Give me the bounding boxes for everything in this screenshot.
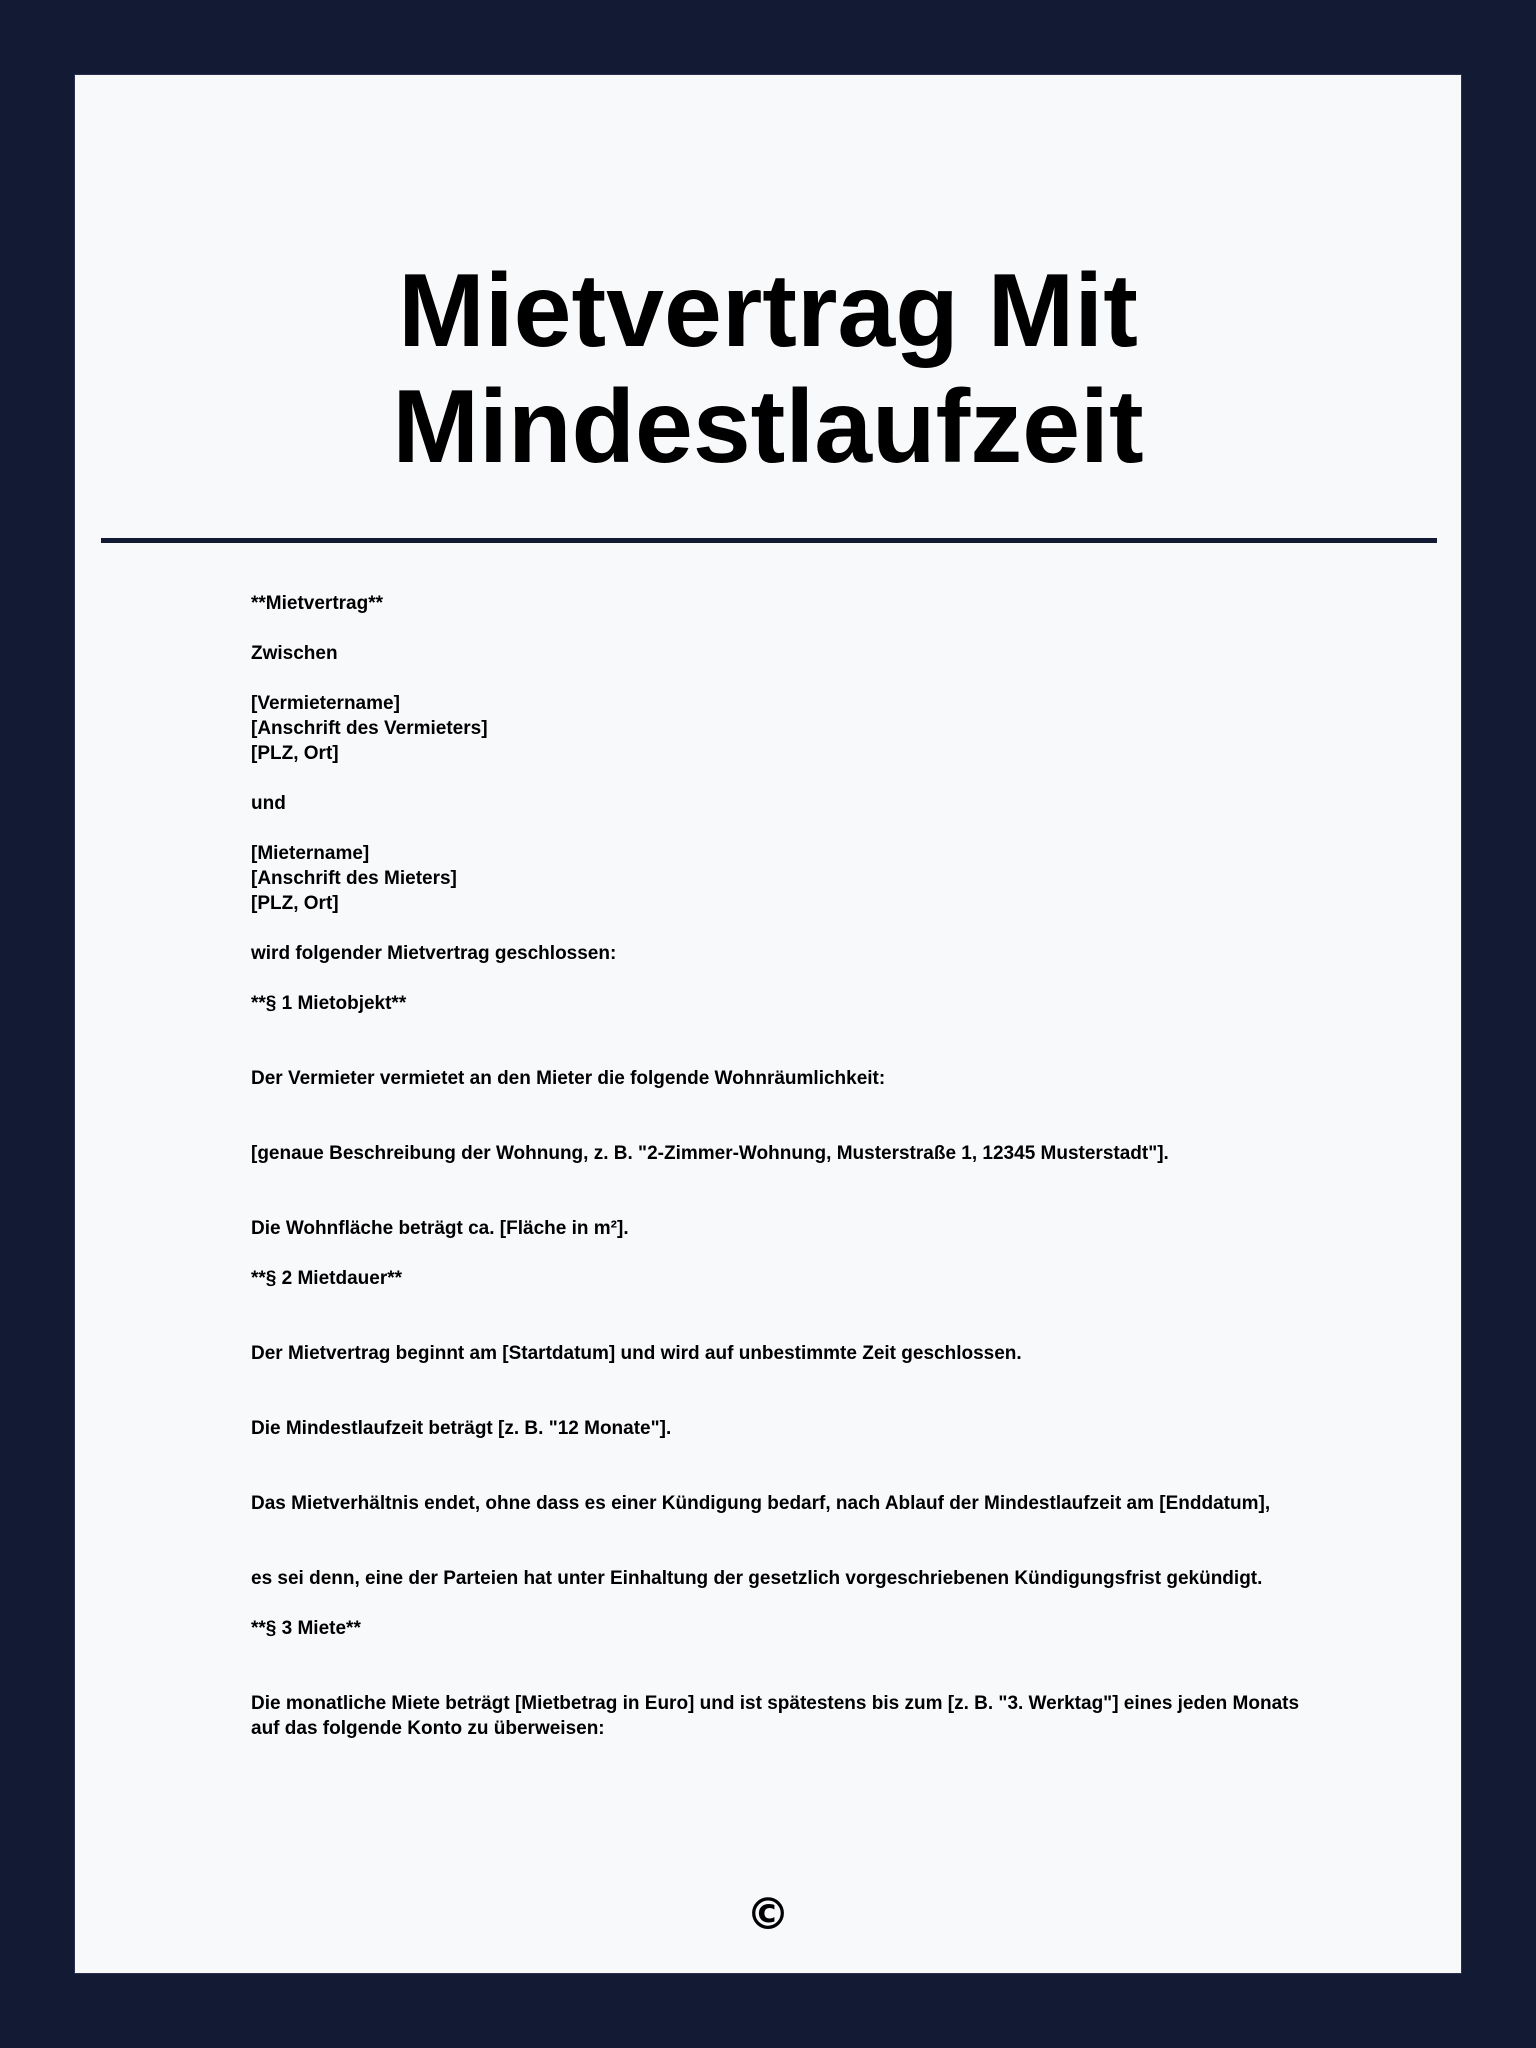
document-page: [74, 74, 1462, 1974]
section-2-paragraph-3: Das Mietverhältnis endet, ohne dass es einer Kündigung bedarf, nach Ablauf der Mindestlaufzeit am [Enddatum],: [251, 1493, 1271, 1514]
landlord-name: [Vermietername]: [251, 693, 400, 714]
section-1-paragraph-2: [genaue Beschreibung der Wohnung, z. B. "2-Zimmer-Wohnung, Musterstraße 1, 12345 Musterstadt"].: [251, 1143, 1169, 1164]
section-3-heading: **§ 3 Miete**: [251, 1618, 361, 1639]
document-title: [75, 253, 1461, 485]
tenant-name: [Mietername]: [251, 843, 370, 864]
and-label: und: [251, 793, 286, 814]
landlord-city: [PLZ, Ort]: [251, 743, 339, 764]
contract-intro: wird folgender Mietvertrag geschlossen:: [251, 943, 617, 964]
section-3-paragraph-1: Die monatliche Miete beträgt [Mietbetrag in Euro] und ist spätestens bis zum [z. B. "3. Werktag"] eines jeden Monats auf das folgende Konto zu überweisen:: [251, 1693, 1300, 1739]
section-2-heading: **§ 2 Mietdauer**: [251, 1268, 403, 1289]
title-divider: [101, 538, 1437, 543]
between-label: Zwischen: [251, 643, 338, 664]
section-2-paragraph-1: Der Mietvertrag beginnt am [Startdatum] und wird auf unbestimmte Zeit geschlossen.: [251, 1343, 1022, 1364]
copyright-icon: ©: [746, 1889, 790, 1940]
section-1-heading: **§ 1 Mietobjekt**: [251, 993, 407, 1014]
title-line-1: Mietvertrag Mit: [398, 253, 1138, 369]
tenant-block: [251, 841, 1311, 916]
section-1-paragraph-1: Der Vermieter vermietet an den Mieter die folgende Wohnräumlichkeit:: [251, 1068, 886, 1089]
contract-body: [251, 591, 1311, 1741]
title-line-2: Mindestlaufzeit: [392, 369, 1144, 485]
section-2-paragraph-2: Die Mindestlaufzeit beträgt [z. B. "12 Monate"].: [251, 1418, 672, 1439]
section-2-paragraph-4: es sei denn, eine der Parteien hat unter Einhaltung der gesetzlich vorgeschriebenen Kündigungsfrist gekündigt.: [251, 1568, 1263, 1589]
landlord-block: [251, 691, 1311, 766]
tenant-city: [PLZ, Ort]: [251, 893, 339, 914]
section-1-paragraph-3: Die Wohnfläche beträgt ca. [Fläche in m²].: [251, 1218, 629, 1239]
contract-heading: **Mietvertrag**: [251, 593, 383, 614]
tenant-address: [Anschrift des Mieters]: [251, 868, 457, 889]
landlord-address: [Anschrift des Vermieters]: [251, 718, 488, 739]
